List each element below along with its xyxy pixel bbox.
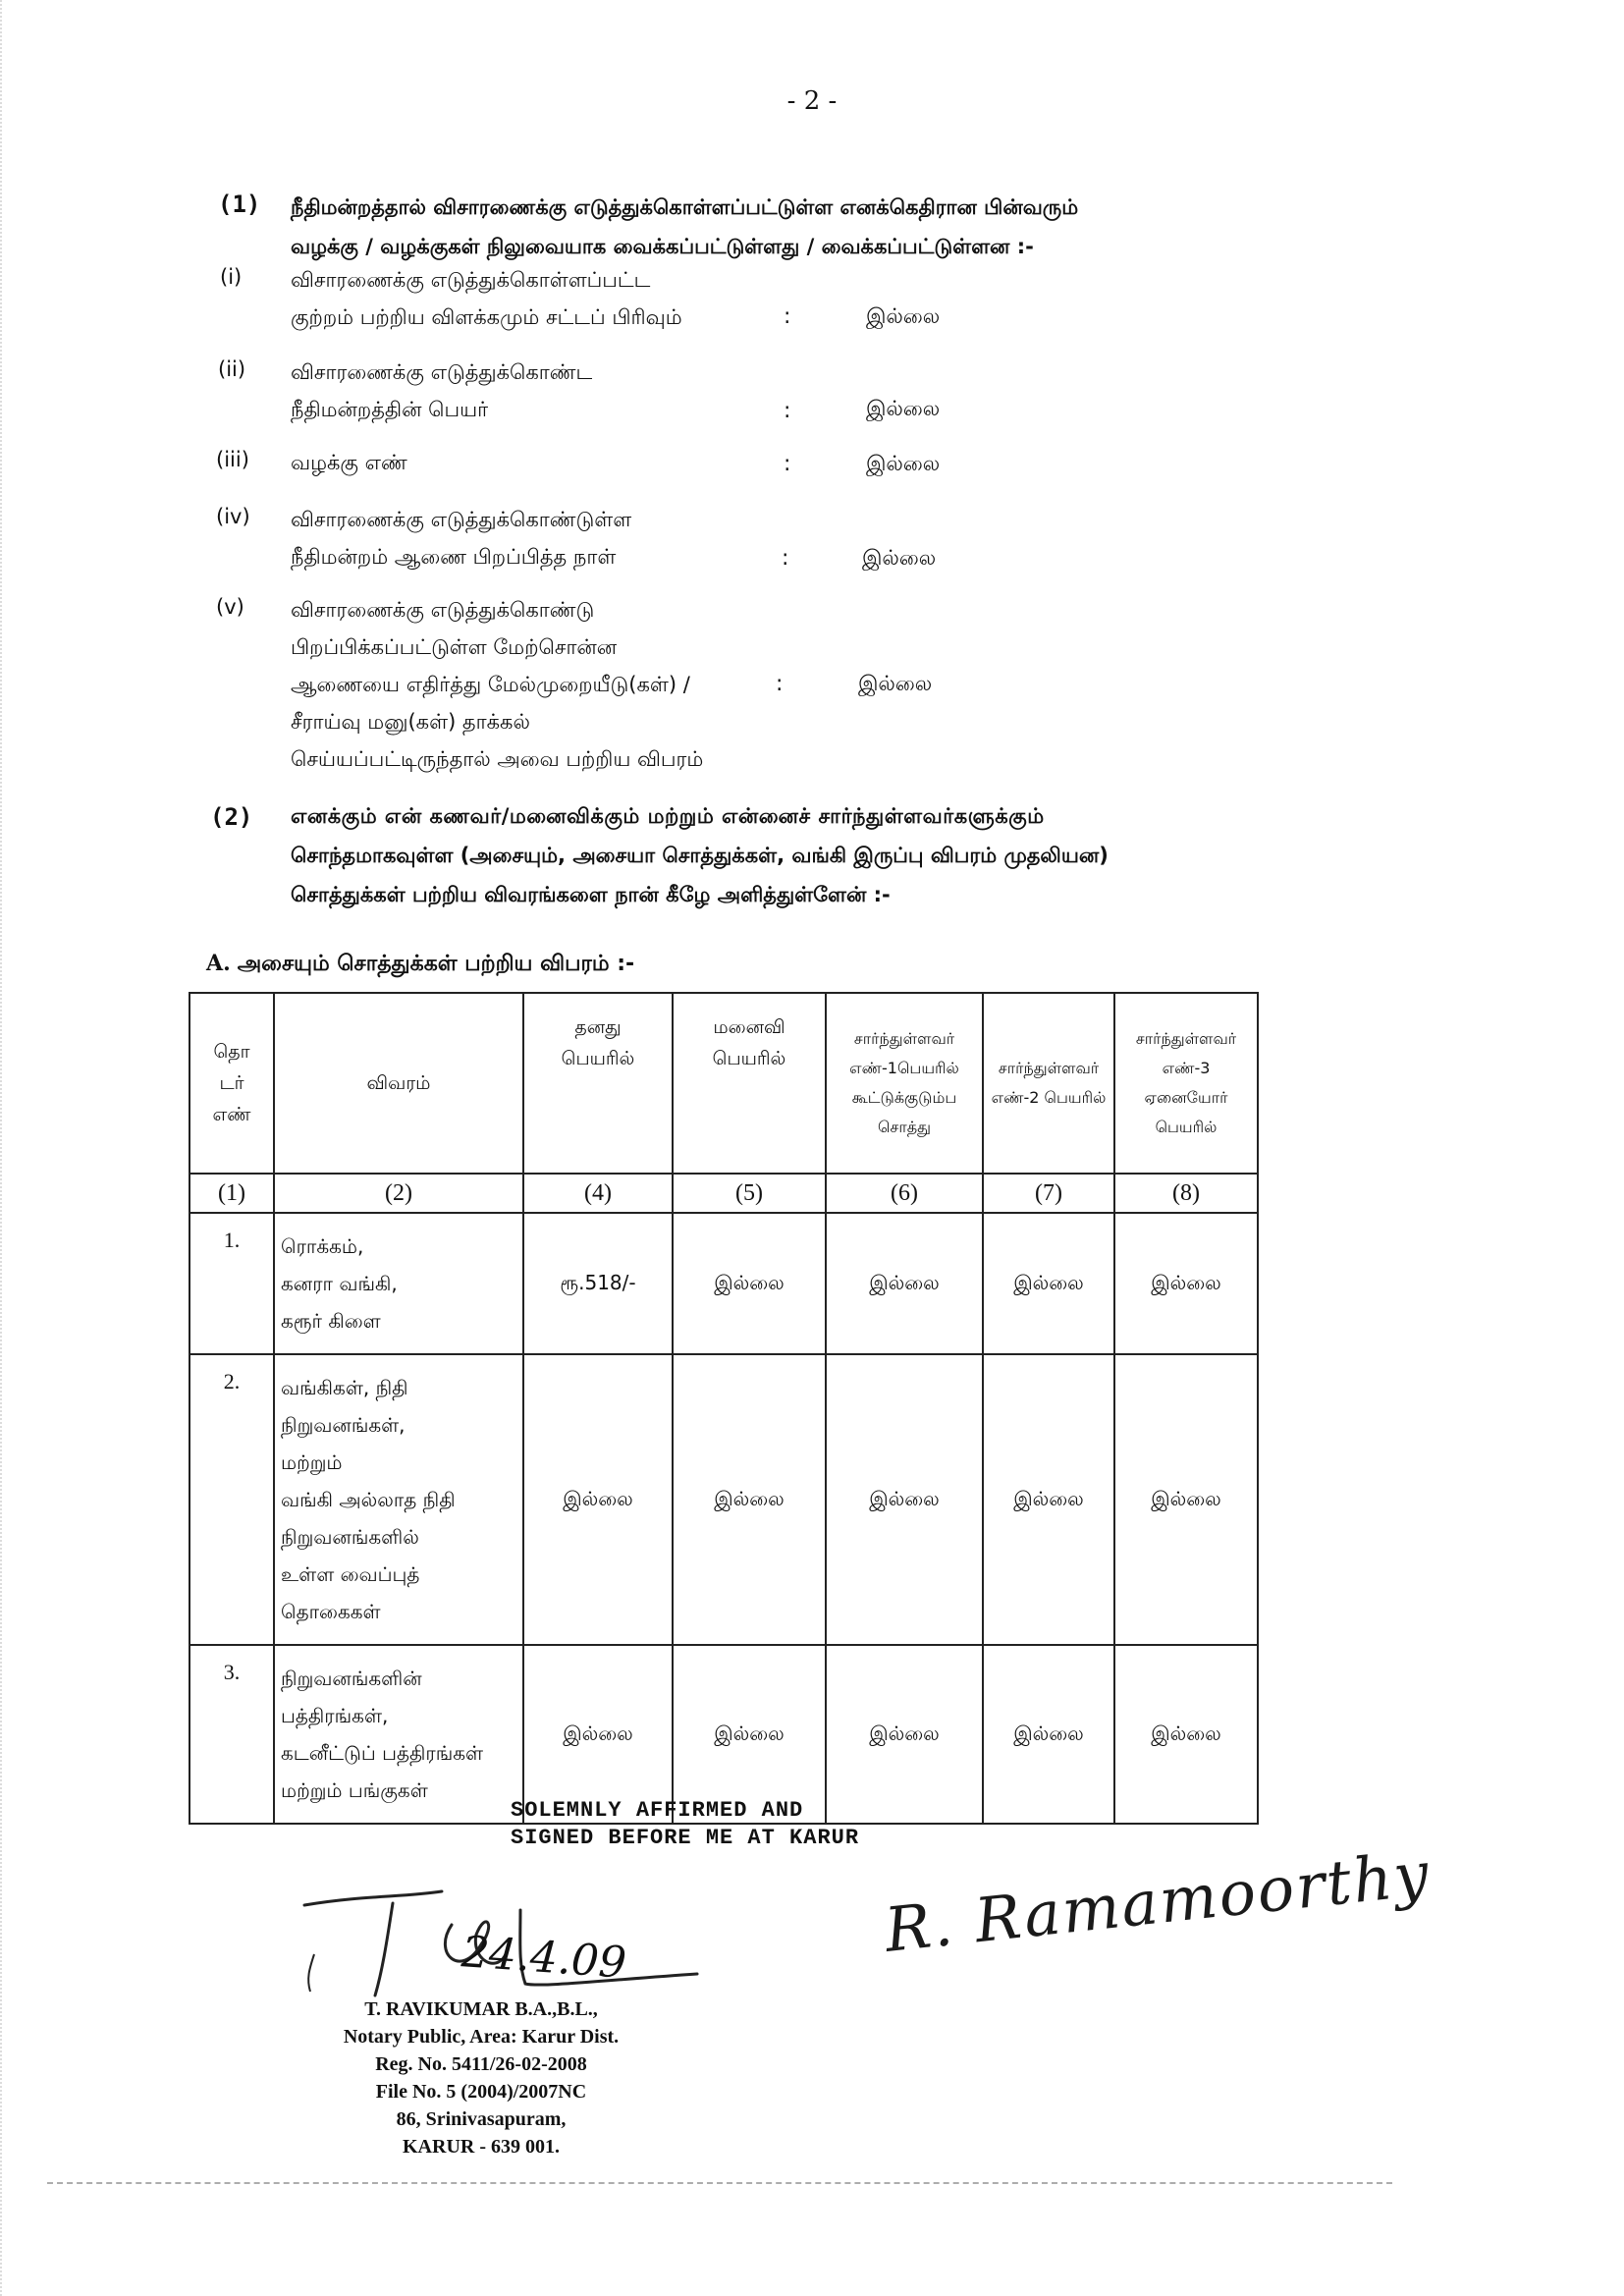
header-serial-no: தொ டர் எண் [189,993,274,1174]
deponent-signature: R. Ramamoorthy [881,1837,1435,1966]
section-a-text: அசையும் சொத்துக்கள் பற்றிய விபரம் :- [237,952,635,976]
item-i-roman: (i) [220,265,243,289]
item-iv-colon: : [782,546,789,571]
item-iii-roman: (iii) [216,448,249,471]
item-ii-value: இல்லை [866,397,941,420]
row-description: வங்கிகள், நிதி நிறுவனங்கள், மற்றும் வங்கி அல்லாத நிதி நிறுவனங்களில் உள்ள வைப்புத் தொகைகள் [274,1354,523,1645]
row-spouse-value: இல்லை [673,1354,826,1645]
index-cell: (2) [274,1174,523,1213]
section-1-heading-line2: வழக்கு / வழக்குகள் நிலுவையாக வைக்கப்பட்டுள்ளது / வைக்கப்பட்டுள்ளன :- [291,235,1034,258]
scan-edge [0,0,41,2296]
item-v-line1: விசாரணைக்கு எடுத்துக்கொண்டு [291,598,595,622]
index-cell: (6) [826,1174,983,1213]
row-serial: 2. [189,1354,274,1645]
row-description: நிறுவனங்களின் பத்திரங்கள், கடனீட்டுப் பத்திரங்கள் மற்றும் பங்குகள் [274,1645,523,1824]
item-v-colon: : [776,672,784,696]
row-dep2-value: இல்லை [983,1645,1114,1824]
index-cell: (4) [523,1174,673,1213]
row-dep2-value: இல்லை [983,1354,1114,1645]
table-index-row [189,1174,1258,1213]
item-i-colon: : [784,304,791,329]
item-iv-roman: (iv) [216,505,250,528]
item-ii-line2: நீதிமன்றத்தின் பெயர் [291,398,489,421]
item-iii-value: இல்லை [866,452,941,475]
item-i-line1: விசாரணைக்கு எடுத்துக்கொள்ளப்பட்ட [291,268,651,292]
section-a-letter: A. [206,951,231,976]
section-2-line2: சொந்தமாகவுள்ள (அசையும், அசையா சொத்துக்கள், வங்கி இருப்பு விபரம் முதலியன) [291,844,1109,867]
stamp-line-1: SOLEMNLY AFFIRMED AND [511,1798,804,1823]
item-v-line4: சீராய்வு மனு(கள்) தாக்கல் [291,710,530,734]
movable-assets-table [189,992,1259,1825]
section-2-line3: சொத்துக்கள் பற்றிய விவரங்களை நான் கீழே அளித்துள்ளேன் :- [291,883,891,906]
item-v-line2: பிறப்பிக்கப்பட்டுள்ள மேற்சொன்ன [291,635,618,659]
item-ii-colon: : [784,399,791,423]
section-1-number: (1) [218,191,261,218]
row-serial: 1. [189,1213,274,1354]
notary-name: T. RAVIKUMAR B.A.,B.L., [364,1998,598,2020]
index-cell: (8) [1114,1174,1258,1213]
header-description: விவரம் [274,993,523,1174]
notary-reg-no: Reg. No. 5411/26-02-2008 [375,2053,587,2075]
row-dep2-value: இல்லை [983,1213,1114,1354]
row-dep1-value: இல்லை [826,1645,983,1824]
section-2-number: (2) [210,803,253,831]
item-v-line3: ஆணையை எதிர்த்து மேல்முறையீடு(கள்) / [291,673,690,696]
item-iv-value: இல்லை [862,546,937,570]
header-spouse-name: மனைவி பெயரில் [673,993,826,1174]
item-ii-line1: விசாரணைக்கு எடுத்துக்கொண்ட [291,360,593,384]
notary-address: 86, Srinivasapuram, [396,2108,567,2130]
stamp-line-2: SIGNED BEFORE ME AT KARUR [511,1826,860,1850]
notary-line-2: Notary Public, Area: Karur Dist. [343,2026,620,2048]
row-spouse-value: இல்லை [673,1645,826,1824]
row-self-value: ரூ.518/- [523,1213,673,1354]
affirmation-stamp [511,1797,859,1852]
item-iv-line1: விசாரணைக்கு எடுத்துக்கொண்டுள்ள [291,508,632,531]
notary-signature-date: 24.4.09 [460,1927,628,1989]
notary-seal [295,1995,668,2160]
item-i-value: இல்லை [866,304,941,328]
section-a-title [206,951,634,979]
item-iii-line1: வழக்கு எண் [291,451,407,474]
page-number: - 2 - [786,86,838,116]
notary-city: KARUR - 639 001. [403,2136,560,2158]
row-description: ரொக்கம், கனரா வங்கி, கரூர் கிளை [274,1213,523,1354]
row-dep3-value: இல்லை [1114,1645,1258,1824]
scan-bottom-line [47,2182,1392,2184]
notary-file-no: File No. 5 (2004)/2007NC [375,2081,587,2103]
item-ii-roman: (ii) [218,357,246,381]
index-cell: (5) [673,1174,826,1213]
item-v-roman: (v) [216,595,244,619]
row-dep3-value: இல்லை [1114,1354,1258,1645]
table-header-row [189,993,1258,1174]
item-iii-colon: : [784,452,791,476]
header-self-name: தனது பெயரில் [523,993,673,1174]
row-self-value: இல்லை [523,1354,673,1645]
section-2-line1: எனக்கும் என் கணவர்/மனைவிக்கும் மற்றும் என்னைச் சார்ந்துள்ளவர்களுக்கும் [291,804,1045,828]
row-serial: 3. [189,1645,274,1824]
item-v-value: இல்லை [858,672,933,695]
table-row [189,1213,1258,1354]
header-dependent-3: சார்ந்துள்ளவர் எண்-3 ஏனையோர் பெயரில் [1114,993,1258,1174]
item-v-line5: செய்யப்பட்டிருந்தால் அவை பற்றிய விபரம் [291,747,704,771]
section-1-heading-line1: நீதிமன்றத்தால் விசாரணைக்கு எடுத்துக்கொள்ளப்பட்டுள்ள எனக்கெதிரான பின்வரும் [291,195,1079,219]
table-row [189,1354,1258,1645]
item-iv-line2: நீதிமன்றம் ஆணை பிறப்பித்த நாள் [291,545,617,569]
row-self-value: இல்லை [523,1645,673,1824]
item-i-line2: குற்றம் பற்றிய விளக்கமும் சட்டப் பிரிவும் [291,305,682,329]
row-spouse-value: இல்லை [673,1213,826,1354]
row-dep1-value: இல்லை [826,1354,983,1645]
row-dep1-value: இல்லை [826,1213,983,1354]
header-dependent-1: சார்ந்துள்ளவர் எண்-1பெயரில் கூட்டுக்குடும்ப சொத்து [826,993,983,1174]
index-cell: (7) [983,1174,1114,1213]
header-dependent-2: சார்ந்துள்ளவர் எண்-2 பெயரில் [983,993,1114,1174]
row-dep3-value: இல்லை [1114,1213,1258,1354]
index-cell: (1) [189,1174,274,1213]
